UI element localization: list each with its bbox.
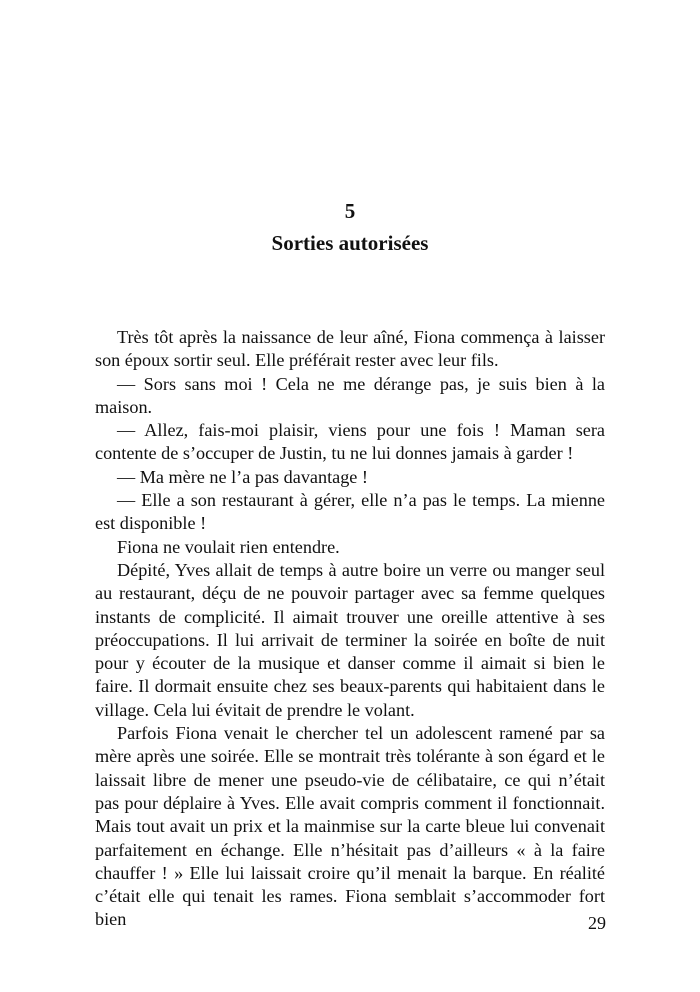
paragraph: Fiona ne voulait rien entendre.	[117, 536, 340, 557]
paragraph: Très tôt après la naissance de leur aîné, Fiona commença à laisser son époux sortir seul. Elle préférait rester avec leur fils.	[95, 327, 605, 371]
body-text	[95, 326, 605, 932]
paragraph: — Ma mère ne l’a pas davantage !	[117, 466, 368, 487]
paragraph: Parfois Fiona venait le chercher tel un adolescent ramené par sa mère après une soirée. Elle se montrait très tolérante à son égard et le laissait libre de mener une pseudo-vie de célibataire, ce qui n’était pas pour déplaire à Yves. Elle avait compris comment il fonctionnait. Mais tout avait un prix et la mainmise sur la carte bleue lui convenait parfaitement en échange. Elle n’hésitait pas d’ailleurs « à la faire chauffer ! » Elle lui laissait croire qu’il menait la barque. En réalité c’était elle qui tenait les rames. Fiona semblait s’accommoder fort bien	[95, 723, 605, 930]
page-number: 29	[588, 913, 606, 933]
paragraph: — Allez, fais-moi plaisir, viens pour une fois ! Maman sera contente de s’occuper de Justin, tu ne lui donnes jamais à garder !	[95, 420, 605, 464]
paragraph: Dépité, Yves allait de temps à autre boire un verre ou manger seul au restaurant, déçu de ne pouvoir partager avec sa femme quelques instants de complicité. Il aimait trouver une oreille attentive à ses préoccupations. Il lui arrivait de terminer la soirée en boîte de nuit pour y écouter de la musique et danser comme il aimait si bien le faire. Il dormait ensuite chez ses beaux-parents qui habitaient dans le village. Cela lui évitait de prendre le volant.	[95, 559, 605, 720]
chapter-title: Sorties autorisées	[271, 231, 429, 255]
paragraph: — Elle a son restaurant à gérer, elle n’a pas le temps. La mienne est disponible !	[95, 490, 605, 534]
paragraph: — Sors sans moi ! Cela ne me dérange pas, je suis bien à la maison.	[95, 373, 605, 417]
chapter-number: 5	[344, 199, 356, 223]
